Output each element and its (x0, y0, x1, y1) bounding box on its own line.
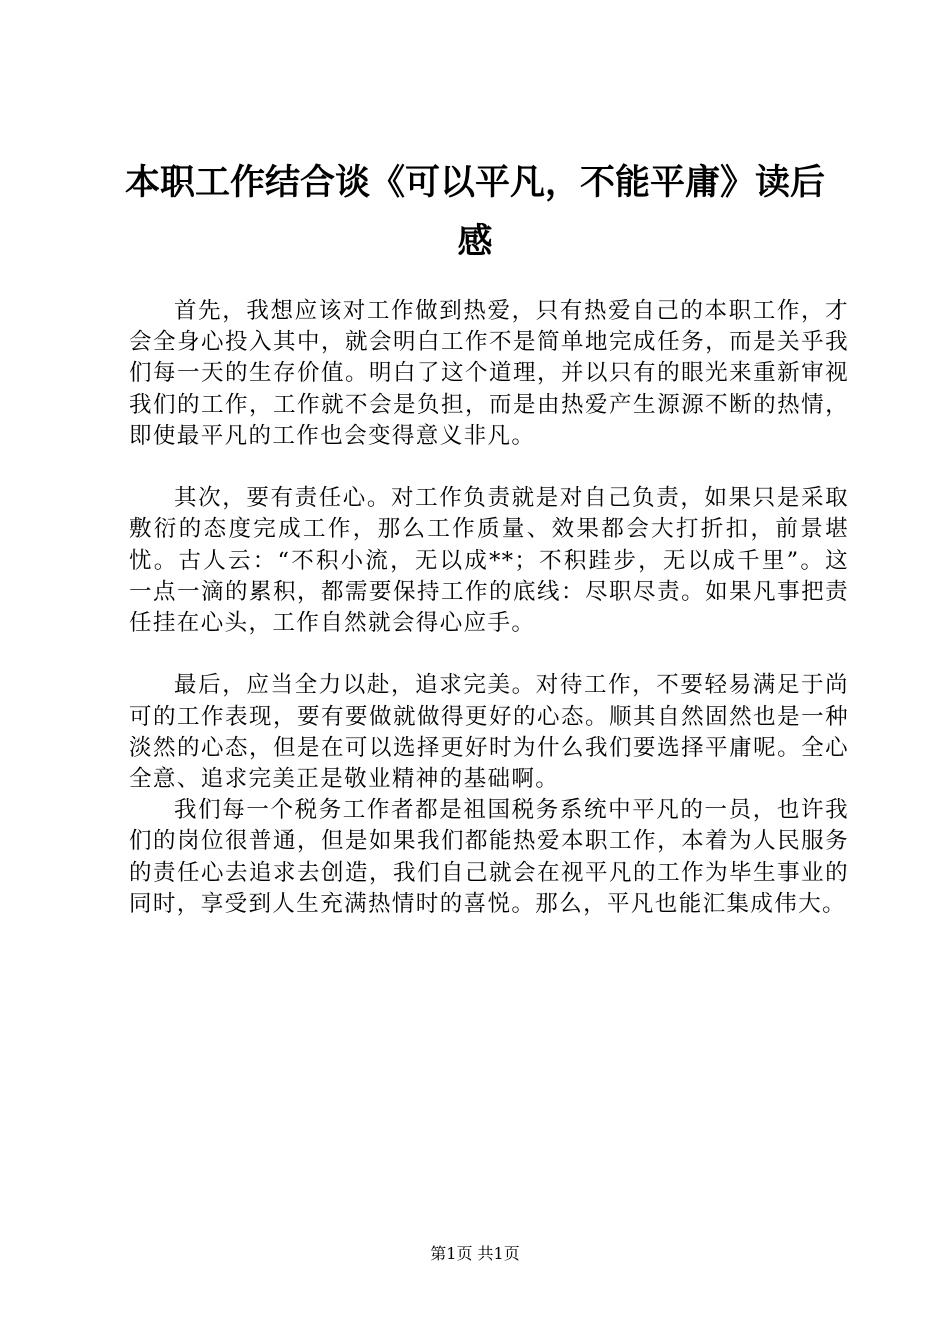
document-body (129, 296, 849, 920)
paragraph-4: 我们每一个税务工作者都是祖国税务系统中平凡的一员，也许我们的岗位很普通，但是如果我们都能热爱本职工作，本着为人民服务的责任心去追求去创造，我们自己就会在视平凡的工作为毕生事业的同时，享受到人生充满热情时的喜悦。那么，平凡也能汇集成伟大。 (129, 797, 849, 917)
paragraph-1: 首先，我想应该对工作做到热爱，只有热爱自己的本职工作，才会全身心投入其中，就会明白工作不是简单地完成任务，而是关乎我们每一天的生存价值。明白了这个道理，并以只有的眼光来重新审视我们的工作，工作就不会是负担，而是由热爱产生源源不断的热情，即使最平凡的工作也会变得意义非凡。 (129, 298, 849, 449)
document-title-line-2: 感 (457, 222, 493, 262)
page-footer: 第1页 共1页 (430, 1244, 520, 1263)
document-title-line-1: 本职工作结合谈《可以平凡，不能平庸》读后 (124, 163, 825, 203)
paragraph-2: 其次，要有责任心。对工作负责就是对自己负责，如果只是采取敷衍的态度完成工作，那么工作质量、效果都会大打折扣，前景堪忧。古人云：“不积小流，无以成**；不积跬步，无以成千里”。这一点一滴的累积，都需要保持工作的底线：尽职尽责。如果凡事把责任挂在心头，工作自然就会得心应手。 (129, 485, 849, 637)
paragraph-3: 最后，应当全力以赴，追求完美。对待工作，不要轻易满足于尚可的工作表现，要有要做就做得更好的心态。顺其自然固然也是一种淡然的心态，但是在可以选择更好时为什么我们要选择平庸呢。全心全意、追求完美正是敬业精神的基础啊。 (129, 672, 849, 793)
